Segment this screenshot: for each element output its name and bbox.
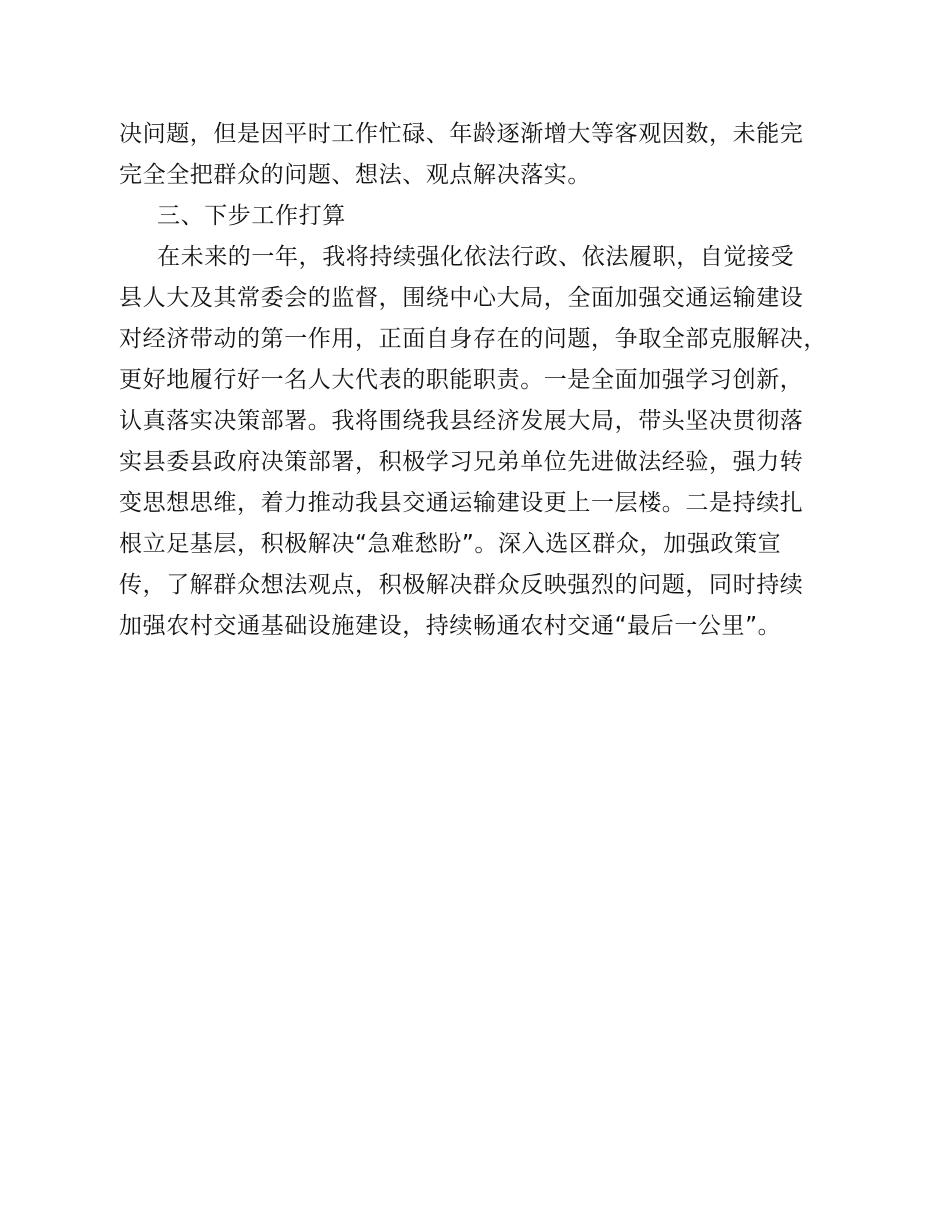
text-line: 传，了解群众想法观点，积极解决群众反映强烈的问题，同时持续 — [119, 572, 804, 598]
text-line: 决问题，但是因平时工作忙碌、年龄逐渐增大等客观因数，未能完 — [119, 121, 804, 147]
text-line: 完全全把群众的问题、想法、观点解决落实。 — [119, 162, 591, 188]
text-line: 认真落实决策部署。我将围绕我县经济发展大局，带头坚决贯彻落 — [119, 408, 804, 434]
text-line: 加强农村交通基础设施建设，持续畅通农村交通“最后一公里”。 — [119, 613, 782, 639]
text-line: 实县委县政府决策部署，积极学习兄弟单位先进做法经验，强力转 — [119, 449, 804, 475]
body-text — [119, 114, 879, 647]
text-line: 在未来的一年，我将持续强化依法行政、依法履职，自觉接受 — [157, 244, 795, 270]
text-line: 更好地履行好一名人大代表的职能职责。一是全面加强学习创新， — [119, 367, 804, 393]
section-heading: 三、下步工作打算 — [157, 203, 346, 229]
text-line: 变思想思维，着力推动我县交通运输建设更上一层楼。二是持续扎 — [119, 490, 804, 516]
text-line: 县人大及其常委会的监督，围绕中心大局，全面加强交通运输建设 — [119, 285, 804, 311]
text-line: 根立足基层，积极解决“急难愁盼”。深入选区群众，加强政策宣 — [119, 531, 782, 557]
text-line: 对经济带动的第一作用，正面自身存在的问题，争取全部克服解决， — [119, 326, 827, 352]
